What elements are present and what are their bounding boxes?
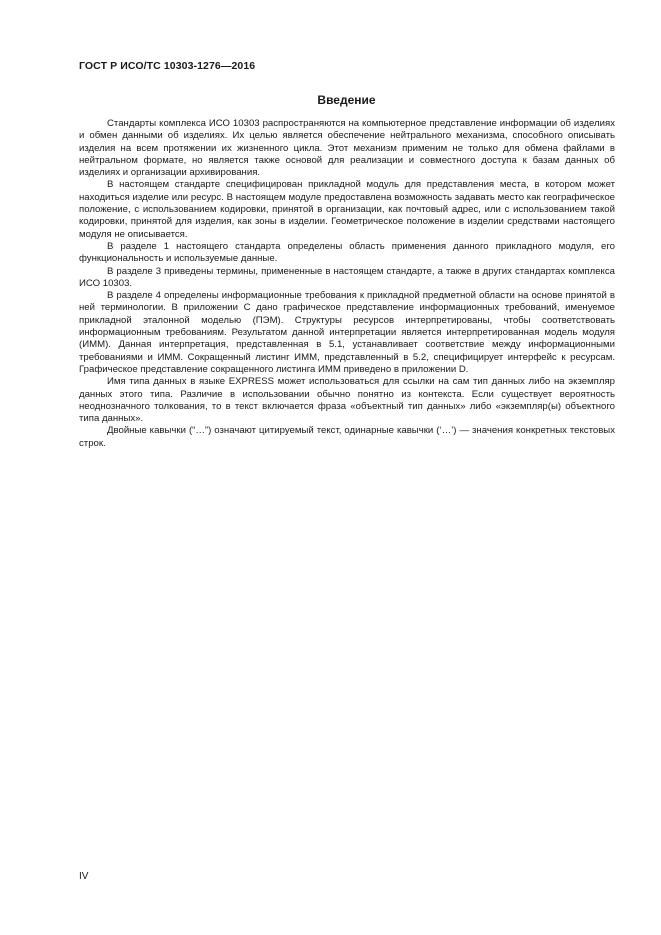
page-number: IV xyxy=(79,871,89,882)
paragraph: В разделе 4 определены информационные требования к прикладной предметной области на основе принятой в ней терминологии. В приложении С дано графическое представление информационных требований, именуемое прикладной эталонной моделью (ПЭМ). Структуры ресурсов интерпретированы, чтобы соответствовать информационным требованиям. Результатом данной интерпретации является интерпретированная модель модуля (ИММ). Данная интерпретация, представленная в 5.1, устанавливает соответствие между информационными требованиями и ИММ. Сокращенный листинг ИММ, представленный в 5.2, специфицирует интерфейс к ресурсам. Графическое представление сокращенного листинга ИММ приведено в приложении D. xyxy=(79,290,615,375)
paragraph: Стандарты комплекса ИСО 10303 распространяются на компьютерное представление информации об изделиях и обмен данными об изделиях. Их целью является обеспечение нейтрального механизма, способного описывать изделия на всем протяжении их жизненного цикла. Этот механизм применим не только для обмена файлами в нейтральном формате, но является также основой для реализации и совместного доступа к базам данных об изделиях и организации архивирования. xyxy=(79,118,615,179)
document-id-header: ГОСТ Р ИСО/ТС 10303-1276—2016 xyxy=(79,60,256,72)
introduction-body xyxy=(79,118,615,450)
paragraph: В настоящем стандарте специфицирован прикладной модуль для представления места, в котором может находиться изделие или ресурс. В настоящем модуле предоставлена возможность задавать место как географическое положение, с использованием кодировки, принятой в организации, как почтовый адрес, или с использованием такой кодировки, принятой для изделия, как зоны в изделии. Геометрическое положение в изделии средствами настоящего модуля не описывается. xyxy=(79,179,615,240)
section-title: Введение xyxy=(317,93,376,107)
paragraph: В разделе 1 настоящего стандарта определены область применения данного прикладного модуля, его функциональность и используемые данные. xyxy=(79,240,615,265)
paragraph: Двойные кавычки (“…”) означают цитируемый текст, одинарные кавычки (‘…’) — значения конкретных текстовых строк. xyxy=(79,425,615,449)
paragraph: В разделе 3 приведены термины, примененные в настоящем стандарте, а также в других стандартах комплекса ИСО 10303. xyxy=(79,265,615,289)
paragraph: Имя типа данных в языке EXPRESS может использоваться для ссылки на сам тип данных либо на экземпляр данных этого типа. Различие в использовании обычно понятно из контекста. Если существует вероятность неоднозначного толкования, то в текст включается фраза «объектный тип данных» либо «экземпляр(ы) объектного типа данных». xyxy=(79,376,615,425)
